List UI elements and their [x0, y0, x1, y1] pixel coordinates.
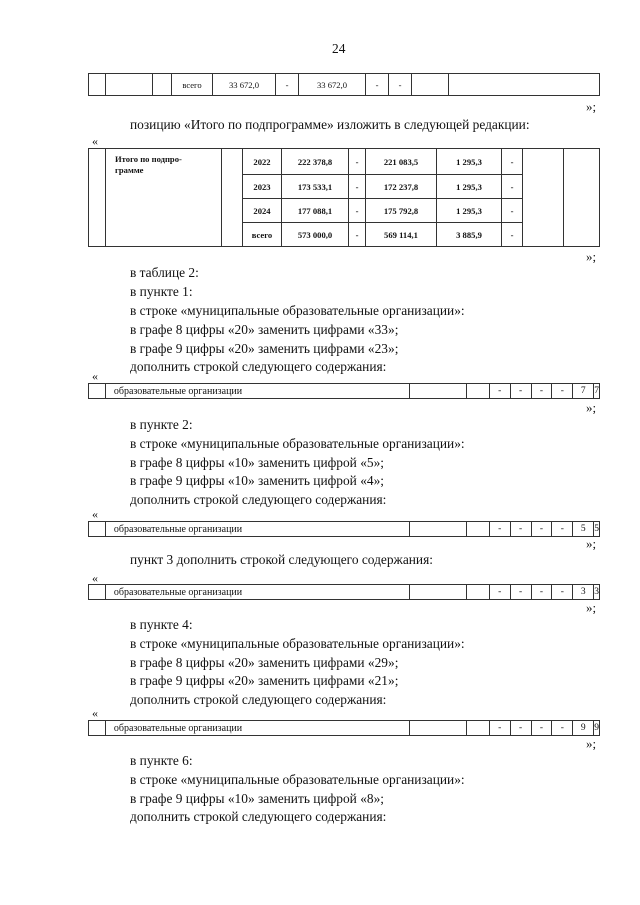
cell-dash: - [489, 585, 510, 600]
cell-value: 175 792,8 [366, 199, 437, 223]
closing-quote: »; [586, 249, 597, 264]
text-line: в строке «муниципальные образовательные организации»: [130, 436, 465, 451]
cell-dash: - [552, 721, 573, 736]
opening-quote: « [92, 706, 98, 720]
cell-dash: - [510, 585, 531, 600]
text-line: в графе 9 цифры «10» заменить цифрой «4»; [130, 473, 384, 488]
table-subprogram-total [88, 148, 600, 247]
text-line: дополнить строкой следующего содержания: [130, 492, 387, 507]
cell-total: 222 378,8 [282, 149, 349, 175]
cell-dash: - [502, 223, 523, 247]
cell-value: 7 [594, 384, 600, 399]
cell-value: 9 [594, 721, 600, 736]
cell-dash: - [552, 522, 573, 537]
cell-year: всего [243, 223, 282, 247]
opening-quote: « [92, 507, 98, 521]
opening-quote: « [92, 571, 98, 585]
table-row [89, 74, 600, 96]
cell-value: 5 [594, 522, 600, 537]
cell-year: 2024 [243, 199, 282, 223]
cell-value: 1 295,3 [437, 175, 502, 199]
row-label: образовательные организации [105, 384, 409, 399]
table-row [89, 149, 600, 175]
text-line: дополнить строкой следующего содержания: [130, 359, 387, 374]
new-row-table [88, 584, 600, 600]
cell-value: 3 [573, 585, 594, 600]
table-row [89, 522, 600, 537]
table-row [89, 585, 600, 600]
new-row-table [88, 521, 600, 537]
text-line: в пункте 2: [130, 417, 193, 432]
cell-dash: - [531, 384, 552, 399]
cell-label: всего [172, 74, 213, 96]
new-row-table [88, 720, 600, 736]
cell-value: 3 [594, 585, 600, 600]
text-line: в графе 8 цифры «10» заменить цифрой «5»; [130, 455, 384, 470]
cell-dash: - [489, 384, 510, 399]
cell-dash: - [366, 74, 389, 96]
cell-dash: - [489, 721, 510, 736]
cell-value: 1 295,3 [437, 149, 502, 175]
cell-value: 569 114,1 [366, 223, 437, 247]
closing-quote: »; [586, 99, 597, 114]
cell-total: 573 000,0 [282, 223, 349, 247]
row-label: образовательные организации [105, 721, 409, 736]
row-label: Итого по подпро- грамме [106, 149, 222, 247]
cell-dash: - [502, 149, 523, 175]
closing-quote: »; [586, 536, 597, 551]
closing-quote: »; [586, 600, 597, 615]
text-line: в графе 9 цифры «10» заменить цифрой «8»; [130, 791, 384, 806]
cell-dash: - [489, 522, 510, 537]
text-line: в графе 8 цифры «20» заменить цифрами «33»; [130, 322, 399, 337]
cell-dash: - [552, 384, 573, 399]
text-line: в графе 9 цифры «20» заменить цифрами «23»; [130, 341, 399, 356]
closing-quote: »; [586, 736, 597, 751]
cell-value: 221 083,5 [366, 149, 437, 175]
paragraph-position: позицию «Итого по подпрограмме» изложить в следующей редакции: [130, 117, 530, 132]
cell-dash: - [510, 384, 531, 399]
row-label: образовательные организации [105, 522, 409, 537]
cell-dash: - [510, 522, 531, 537]
cell-value: 9 [573, 721, 594, 736]
opening-quote: « [92, 134, 98, 148]
cell-dash: - [552, 585, 573, 600]
cell-value: 33 672,0 [299, 74, 366, 96]
cell-dash: - [349, 175, 366, 199]
cell-dash: - [502, 199, 523, 223]
text-line: в таблице 2: [130, 265, 199, 280]
cell-value: 3 885,9 [437, 223, 502, 247]
cell-value: 33 672,0 [213, 74, 276, 96]
opening-quote: « [92, 369, 98, 383]
cell-dash: - [389, 74, 412, 96]
cell-dash: - [510, 721, 531, 736]
cell-dash: - [531, 721, 552, 736]
row-label: образовательные организации [105, 585, 409, 600]
table-row [89, 721, 600, 736]
text-line: в строке «муниципальные образовательные организации»: [130, 303, 465, 318]
cell-year: 2022 [243, 149, 282, 175]
cell-dash: - [349, 223, 366, 247]
cell-year: 2023 [243, 175, 282, 199]
closing-quote: »; [586, 400, 597, 415]
text-line: в графе 9 цифры «20» заменить цифрами «21»; [130, 673, 399, 688]
text-line: дополнить строкой следующего содержания: [130, 809, 387, 824]
cell-total: 177 088,1 [282, 199, 349, 223]
text-line: в пункте 6: [130, 753, 193, 768]
table-subprogram-total-fragment [88, 73, 600, 96]
text-line: пункт 3 дополнить строкой следующего содержания: [130, 552, 433, 567]
text-line: в пункте 4: [130, 617, 193, 632]
text-line: в строке «муниципальные образовательные организации»: [130, 772, 465, 787]
page-number: 24 [332, 41, 346, 56]
cell-value: 172 237,8 [366, 175, 437, 199]
cell-value: 1 295,3 [437, 199, 502, 223]
text-line: дополнить строкой следующего содержания: [130, 692, 387, 707]
cell-dash: - [502, 175, 523, 199]
cell-dash: - [531, 585, 552, 600]
cell-value: 7 [573, 384, 594, 399]
cell-dash: - [349, 199, 366, 223]
cell-total: 173 533,1 [282, 175, 349, 199]
new-row-table [88, 383, 600, 399]
cell-dash: - [276, 74, 299, 96]
text-line: в графе 8 цифры «20» заменить цифрами «29»; [130, 655, 399, 670]
cell-value: 5 [573, 522, 594, 537]
cell-dash: - [531, 522, 552, 537]
text-line: в пункте 1: [130, 284, 193, 299]
text-line: в строке «муниципальные образовательные организации»: [130, 636, 465, 651]
table-row [89, 384, 600, 399]
cell-dash: - [349, 149, 366, 175]
